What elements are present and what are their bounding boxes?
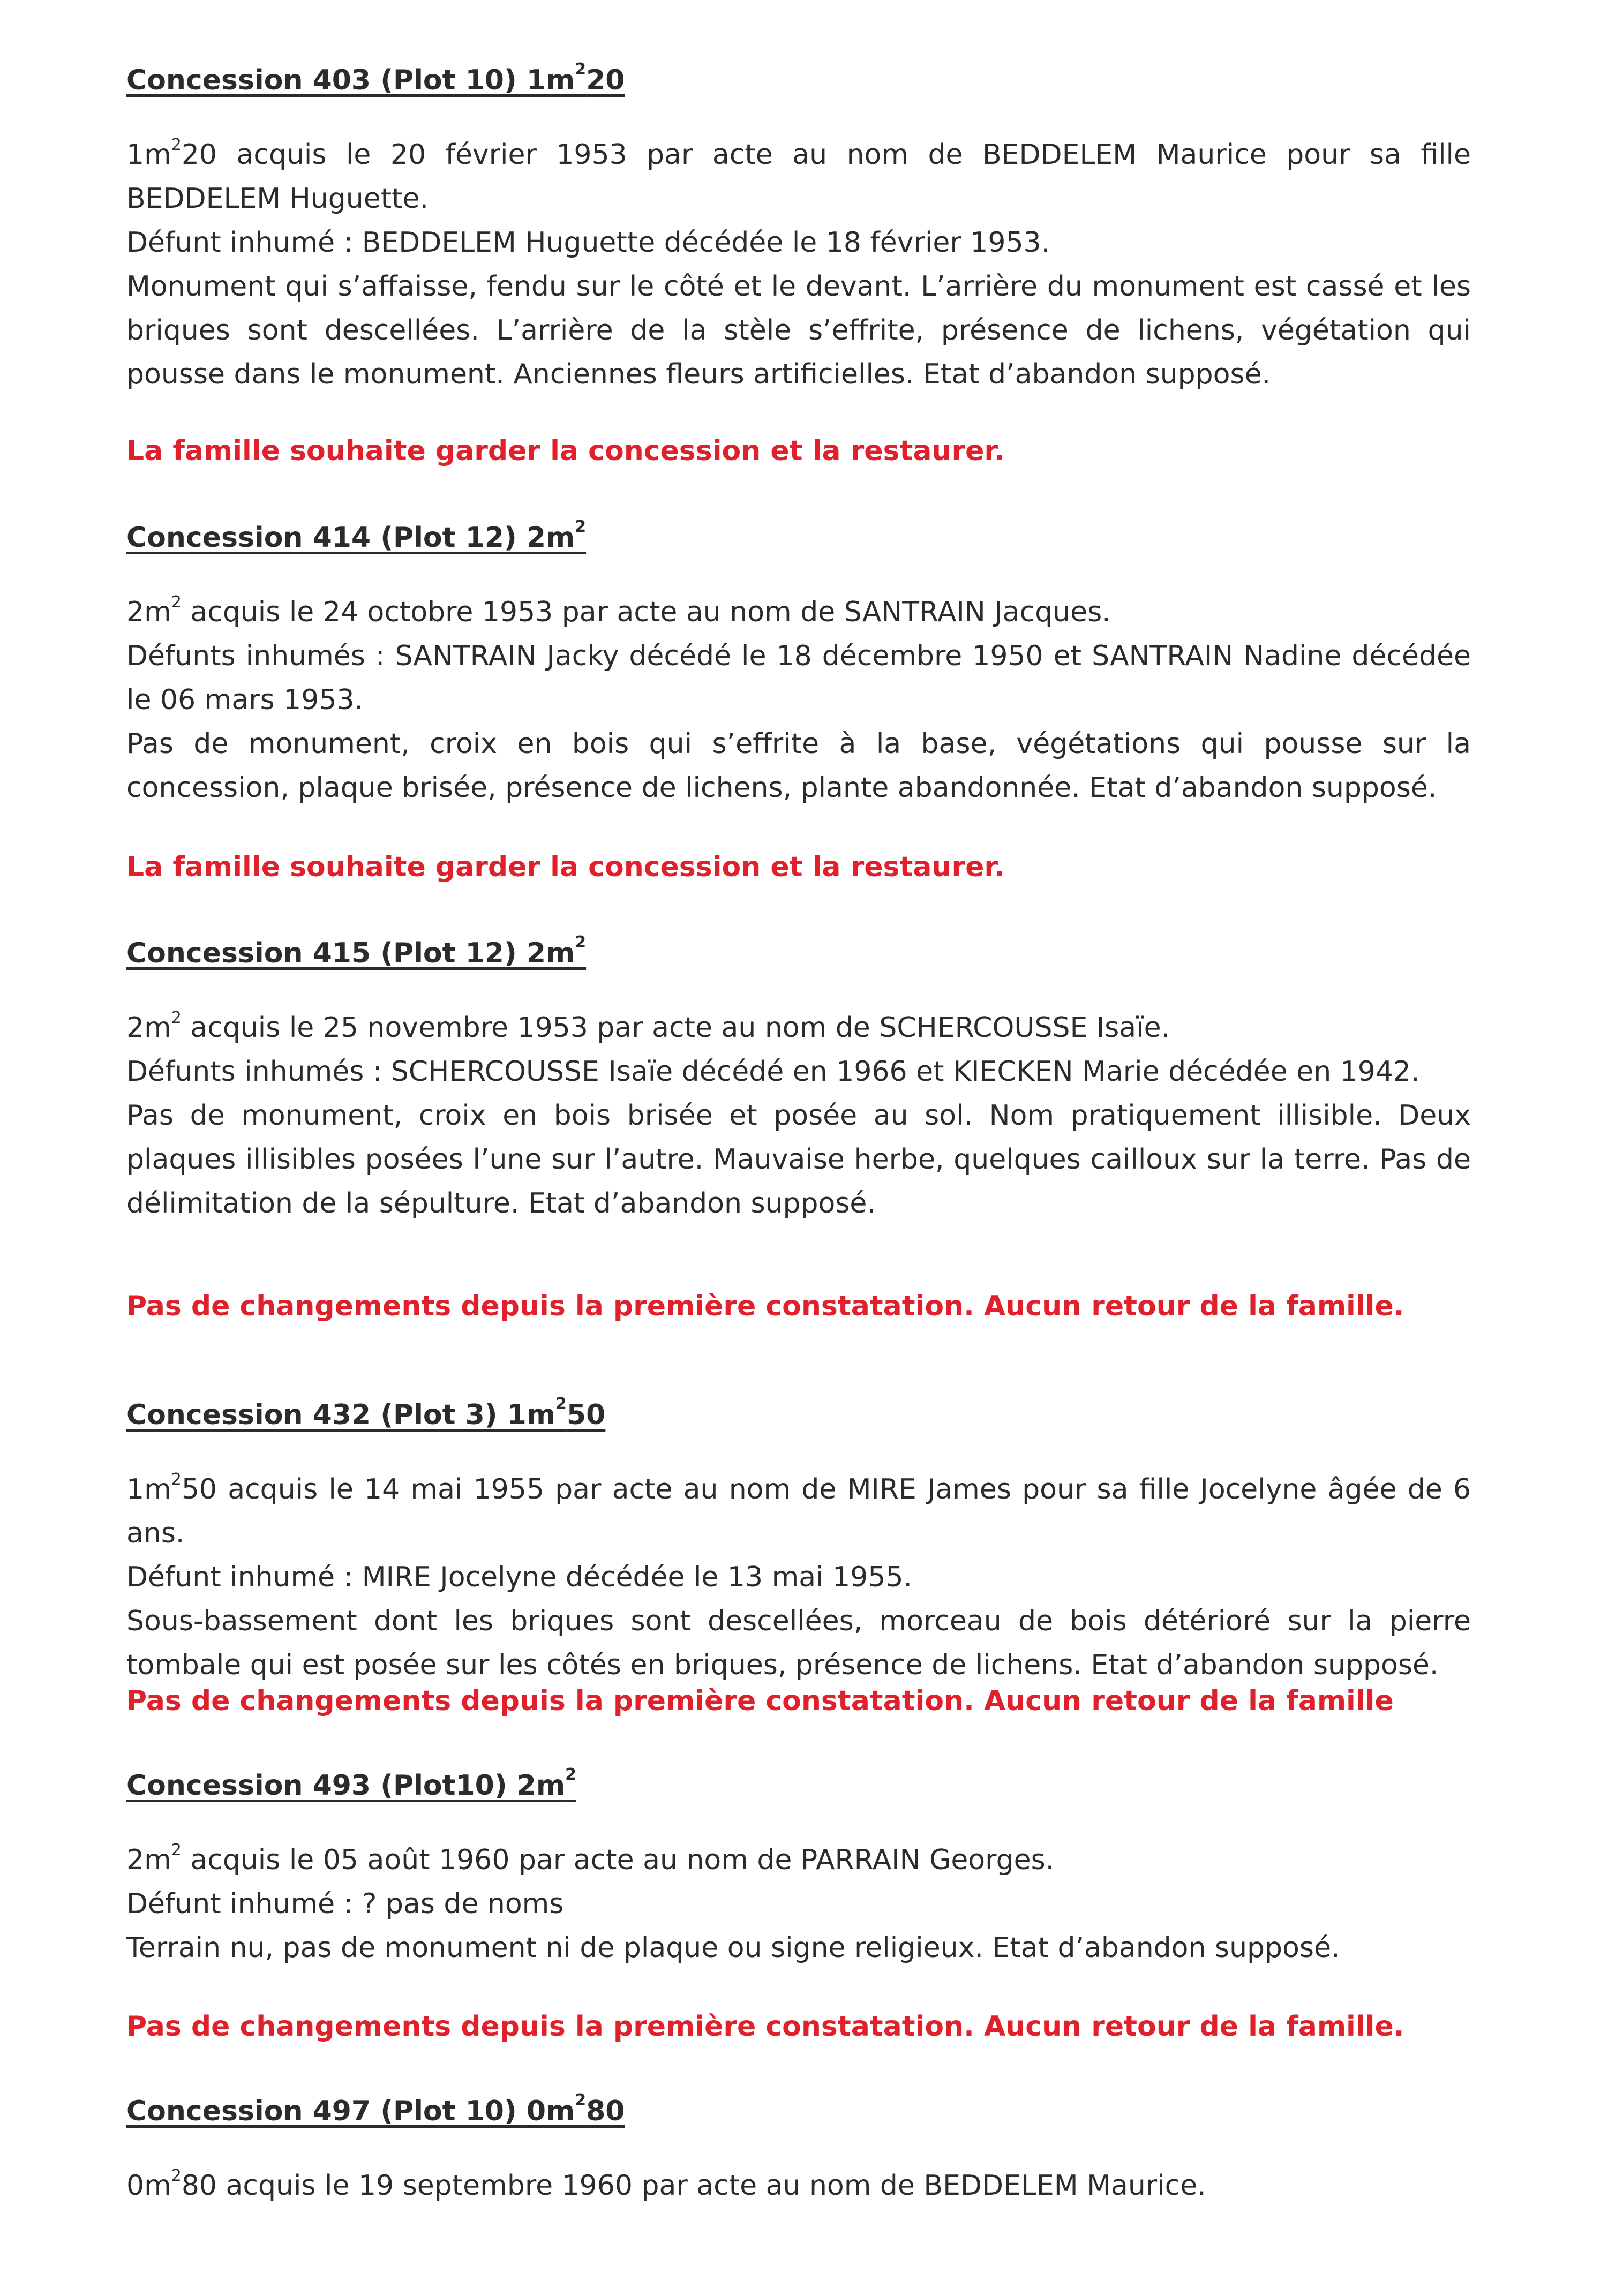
burial-line: Défunts inhumés : SANTRAIN Jacky décédé le 18 décembre 1950 et SANTRAIN Nadine décédée le 06 mars 1953. (126, 640, 1471, 716)
family-note: La famille souhaite garder la concession et la restaurer. (126, 435, 1005, 467)
acquisition-line: $0m^280$ acquis le 19 septembre 1960 par acte au nom de BEDDELEM Maurice. (126, 2166, 1206, 2202)
condition-line: Monument qui s’affaisse, fendu sur le côté et le devant. L’arrière du monument est cassé et les briques sont descellées. L’arrière de la stèle s’effrite, présence de lichens, végétation qui pousse dans le monument. Anciennes fleurs artificielles. Etat d’abandon supposé. (126, 270, 1471, 390)
concession-heading: Concession 497 (Plot 10) $0m^280$ (126, 2091, 625, 2127)
burial-line: Défunt inhumé : MIRE Jocelyne décédée le 13 mai 1955. (126, 1561, 912, 1593)
condition-line: Terrain nu, pas de monument ni de plaque ou signe religieux. Etat d’abandon supposé. (126, 1932, 1340, 1964)
acquisition-line: $1m^250$ acquis le 14 mai 1955 par acte au nom de MIRE James pour sa fille Jocelyne âgée de 6 ans. (126, 1470, 1471, 1549)
concession-415 (126, 933, 1471, 1225)
acquisition-line: $2m^2$ acquis le 05 août 1960 par acte au nom de PARRAIN Georges. (126, 1841, 1055, 1876)
concession-heading: Concession 493 (Plot10) $2m^2$ (126, 1765, 576, 1802)
condition-line: Pas de monument, croix en bois brisée et posée au sol. Nom pratiquement illisible. Deux plaques illisibles posées l’une sur l’autre. Mauvaise herbe, quelques cailloux sur la terre. Pas de délimitation de la sépulture. Etat d’abandon supposé. (126, 1100, 1471, 1219)
concession-body (126, 1838, 1471, 1970)
family-note: Pas de changements depuis la première constatation. Aucun retour de la famille (126, 1685, 1394, 1717)
concession-heading: Concession 415 (Plot 12) $2m^2$ (126, 933, 587, 969)
acquisition-line: $2m^2$ acquis le 24 octobre 1953 par acte au nom de SANTRAIN Jacques. (126, 593, 1111, 628)
concession-432 (126, 1395, 1471, 1687)
concession-body (126, 133, 1471, 396)
family-note: La famille souhaite garder la concession et la restaurer. (126, 851, 1005, 883)
condition-line: Sous-bassement dont les briques sont descellées, morceau de bois détérioré sur la pierre tombale qui est posée sur les côtés en briques, présence de lichens. Etat d’abandon supposé. (126, 1605, 1471, 1681)
concession-body (126, 1006, 1471, 1225)
burial-line: Défunt inhumé : BEDDELEM Huguette décédée le 18 février 1953. (126, 227, 1050, 259)
concession-body (126, 2164, 1471, 2208)
acquisition-line: $2m^2$ acquis le 25 novembre 1953 par acte au nom de SCHERCOUSSE Isaïe. (126, 1008, 1170, 1044)
concession-493 (126, 1765, 1471, 1970)
condition-line: Pas de monument, croix en bois qui s’effrite à la base, végétations qui pousse sur la concession, plaque brisée, présence de lichens, plante abandonnée. Etat d’abandon supposé. (126, 728, 1471, 804)
concession-414 (126, 517, 1471, 810)
concession-heading: Concession 414 (Plot 12) $2m^2$ (126, 517, 587, 554)
burial-line: Défunts inhumés : SCHERCOUSSE Isaïe décédé en 1966 et KIECKEN Marie décédée en 1942. (126, 1056, 1420, 1088)
concession-heading: Concession 432 (Plot 3) $1m^250$ (126, 1395, 606, 1431)
family-note: Pas de changements depuis la première constatation. Aucun retour de la famille. (126, 1290, 1404, 1322)
concession-body (126, 590, 1471, 810)
concession-403 (126, 60, 1471, 396)
concession-body (126, 1467, 1471, 1687)
concession-497 (126, 2091, 1471, 2208)
concession-heading: Concession 403 (Plot 10) $1m^220$ (126, 60, 625, 96)
family-note: Pas de changements depuis la première constatation. Aucun retour de la famille. (126, 2011, 1404, 2043)
burial-line: Défunt inhumé : ? pas de noms (126, 1888, 564, 1920)
acquisition-line: $1m^220$ acquis le 20 février 1953 par acte au nom de BEDDELEM Maurice pour sa fille BEDDELEM Huguette. (126, 135, 1471, 215)
